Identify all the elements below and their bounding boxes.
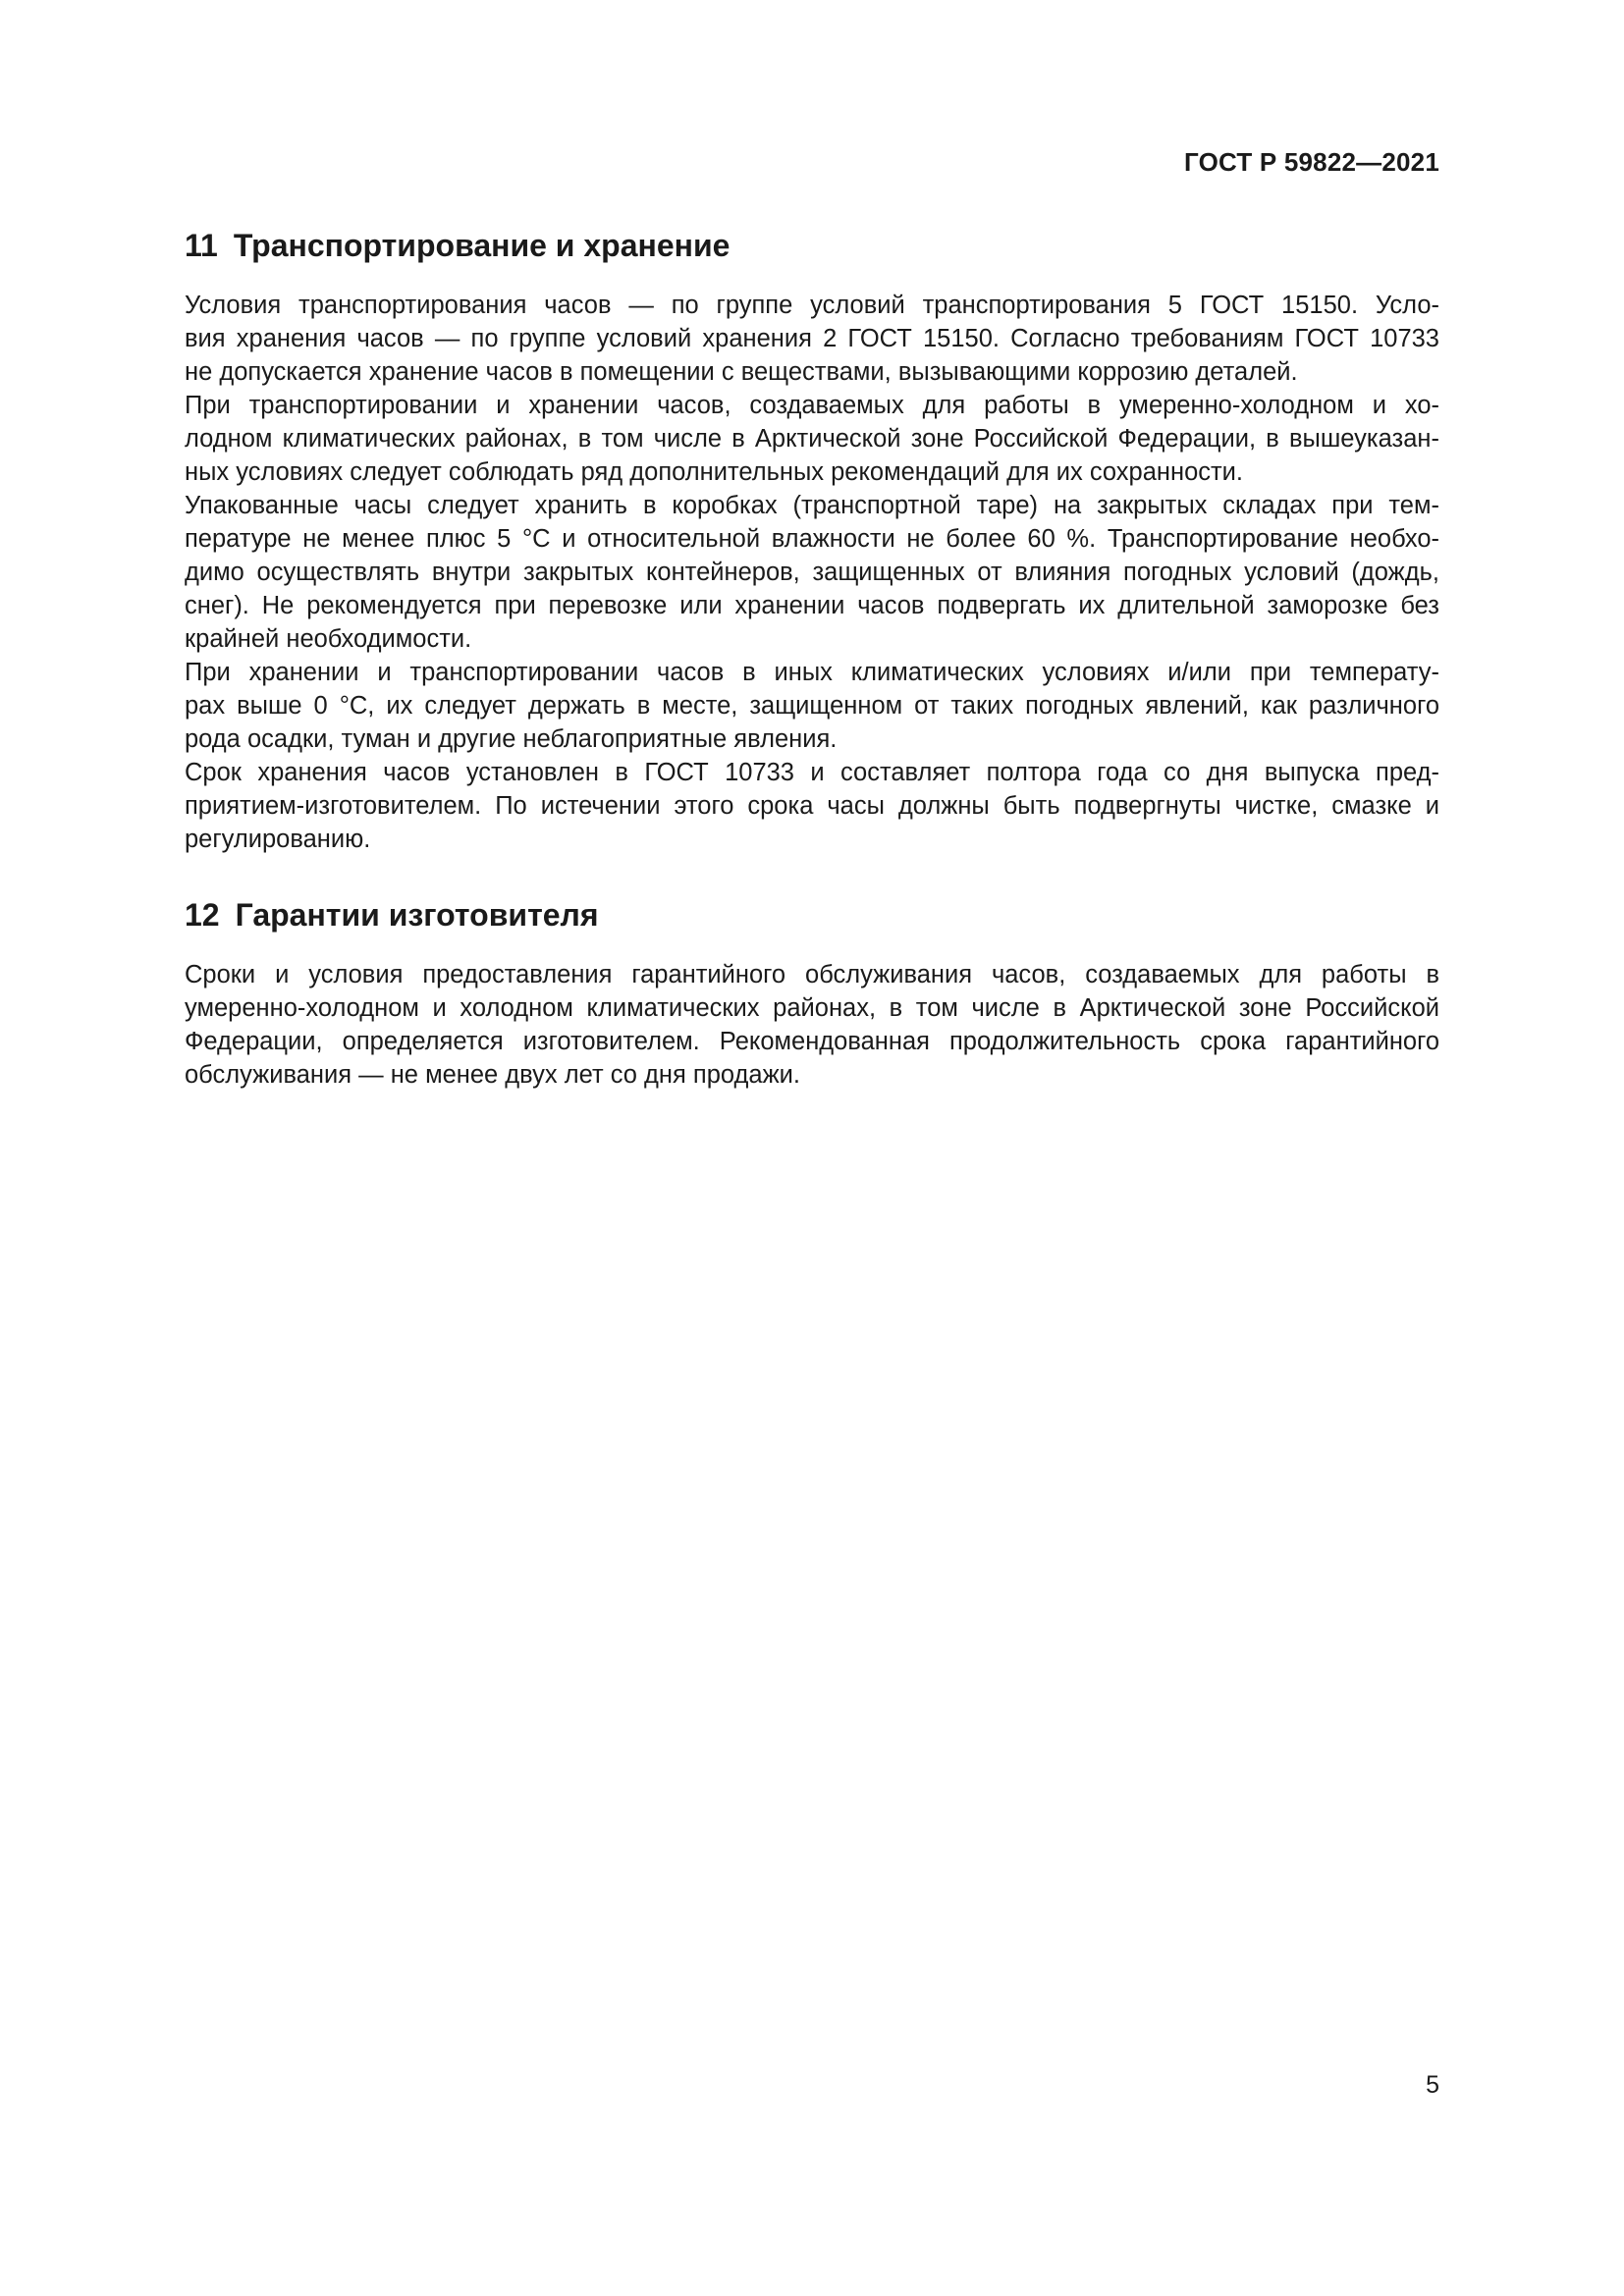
section-heading — [185, 895, 1439, 934]
paragraph — [185, 958, 1439, 1092]
paragraph — [185, 656, 1439, 756]
text-line: При хранении и транспортировании часов в иных климатических условиях и/или при температу- — [185, 659, 1439, 686]
section-title: Гарантии изготовителя — [235, 897, 599, 933]
text-line: Федерации, определяется изготовителем. Рекомендованная продолжительность срока гарантийного — [185, 1028, 1439, 1055]
text-line: ных условиях следует соблюдать ряд дополнительных рекомендаций для их сохранности. — [185, 458, 1244, 486]
text-line: рода осадки, туман и другие неблагоприятные явления. — [185, 725, 838, 753]
text-line: снег). Не рекомендуется при перевозке или хранении часов подвергать их длительной заморозке без — [185, 592, 1439, 619]
document-id-header: ГОСТ Р 59822—2021 — [1184, 147, 1439, 177]
section-number: 12 — [185, 897, 220, 933]
text-line: обслуживания — не менее двух лет со дня продажи. — [185, 1061, 800, 1089]
section-title: Транспортирование и хранение — [233, 228, 731, 263]
paragraph — [185, 389, 1439, 489]
page-number: 5 — [1426, 2071, 1439, 2099]
text-line: димо осуществлять внутри закрытых контейнеров, защищенных от влияния погодных условий (дождь, — [185, 559, 1439, 586]
section-number: 11 — [185, 228, 218, 263]
text-line: рах выше 0 °С, их следует держать в месте, защищенном от таких погодных явлений, как различного — [185, 692, 1439, 720]
paragraph — [185, 289, 1439, 389]
page-content — [185, 226, 1439, 1131]
text-line: крайней необходимости. — [185, 625, 472, 653]
text-line: умеренно-холодном и холодном климатических районах, в том числе в Арктической зоне Российской — [185, 994, 1439, 1022]
section-heading — [185, 226, 1439, 265]
text-line: регулированию. — [185, 826, 371, 853]
text-line: При транспортировании и хранении часов, создаваемых для работы в умеренно-холодном и хо- — [185, 392, 1439, 419]
paragraph — [185, 489, 1439, 656]
section-11 — [185, 226, 1439, 856]
text-line: Сроки и условия предоставления гарантийного обслуживания часов, создаваемых для работы в — [185, 961, 1439, 988]
text-line: пературе не менее плюс 5 °С и относительной влажности не более 60 %. Транспортирование необхо- — [185, 525, 1439, 553]
text-line: вия хранения часов — по группе условий хранения 2 ГОСТ 15150. Согласно требованиям ГОСТ 10733 — [185, 325, 1439, 352]
section-12 — [185, 895, 1439, 1092]
paragraph — [185, 756, 1439, 856]
text-line: Условия транспортирования часов — по группе условий транспортирования 5 ГОСТ 15150. Усло- — [185, 292, 1439, 319]
text-line: Срок хранения часов установлен в ГОСТ 10733 и составляет полтора года со дня выпуска пред- — [185, 759, 1439, 786]
text-line: приятием-изготовителем. По истечении этого срока часы должны быть подвергнуты чистке, смазке и — [185, 792, 1439, 820]
text-line: лодном климатических районах, в том числе в Арктической зоне Российской Федерации, в вышеуказан- — [185, 425, 1439, 453]
text-line: не допускается хранение часов в помещении с веществами, вызывающими коррозию деталей. — [185, 358, 1298, 386]
text-line: Упакованные часы следует хранить в коробках (транспортной таре) на закрытых складах при тем- — [185, 492, 1439, 519]
